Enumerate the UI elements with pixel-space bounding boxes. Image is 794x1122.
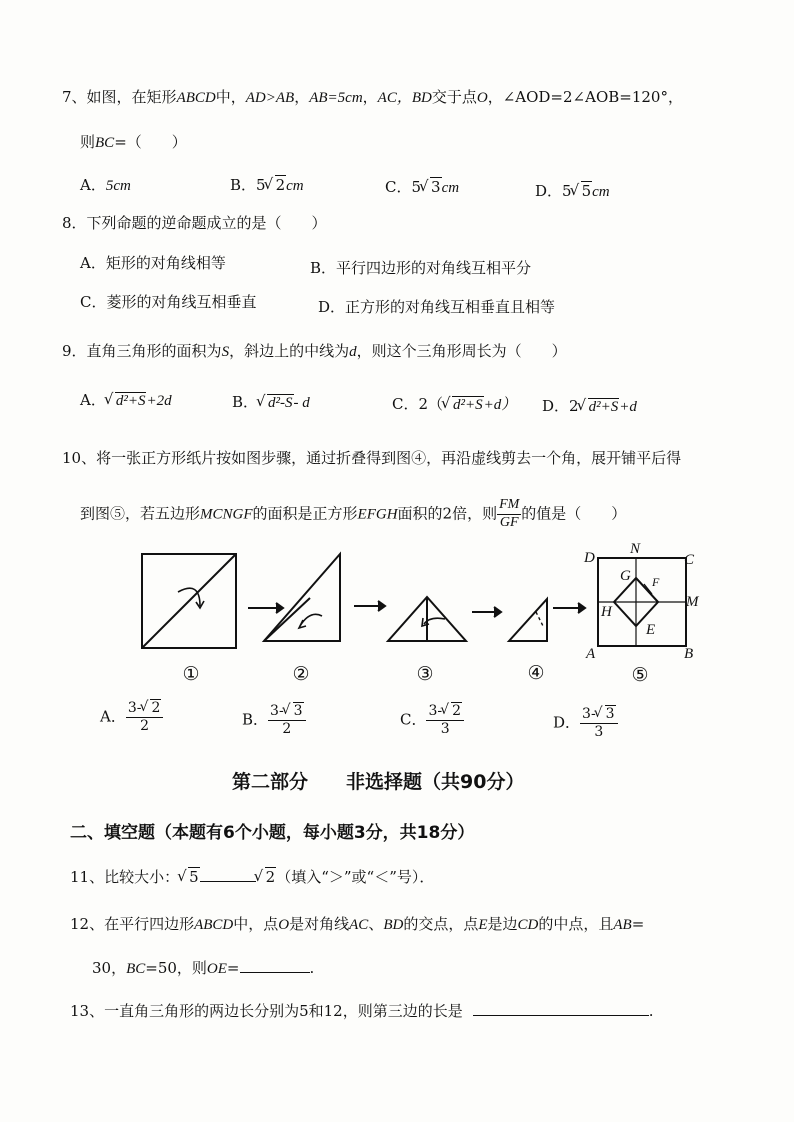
q10-line1: 10、将一张正方形纸片按如图步骤，通过折叠得到图④，再沿虚线剪去一个角，展开铺平后得 <box>62 449 682 467</box>
point-label: C <box>684 552 695 568</box>
figure-number-labels <box>182 663 648 686</box>
q11-answer-blank[interactable] <box>200 881 256 882</box>
q10-option-a: A． $\frac{3-√ 2}{2}$ <box>100 700 163 735</box>
point-label: M <box>686 594 699 610</box>
figure-label: ③ <box>416 664 434 685</box>
q7-option-a: A．5cm <box>80 176 131 194</box>
q10-line2: 到图⑤，若五边形MCNGF的面积是正方形EFGH面积的2倍，则 $\frac{FM}{GF}$ 的值是（ ） <box>80 497 627 530</box>
point-label: B <box>684 646 694 662</box>
point-label: G <box>620 568 631 584</box>
step-arrow-2 <box>354 601 385 611</box>
q10-option-b: B． $\frac{3-√ 3}{2}$ <box>242 703 306 738</box>
point-label: N <box>630 541 641 557</box>
q7-option-d: D．5√ 5cm <box>535 180 610 201</box>
q8-option-b: B．平行四边形的对角线互相平分 <box>310 259 532 277</box>
figure-label: ① <box>182 664 200 685</box>
q12-line2: 30，BC=50，则OE= . <box>92 959 315 977</box>
figure-5-unfolded <box>598 558 686 646</box>
q8-option-d: D．正方形的对角线互相垂直且相等 <box>318 298 556 316</box>
q13: 13、一直角三角形的两边长分别为5和12，则第三边的长是 . <box>70 1002 654 1020</box>
figure-3-triangle <box>388 597 466 641</box>
step-arrow-4 <box>553 603 585 613</box>
q7-line2: 则BC=（ ） <box>80 133 187 151</box>
step-arrow-1 <box>248 603 283 613</box>
point-label: H <box>601 604 612 620</box>
section-title: 二、填空题（本题有6个小题，每小题3分，共18分） <box>70 823 475 843</box>
q7-option-b: B．5√ 2cm <box>230 174 304 195</box>
step-arrow-3 <box>472 607 501 617</box>
q9-option-a: A．√ d²+S+2d <box>80 389 172 410</box>
q9-stem: 9．直角三角形的面积为S，斜边上的中线为d，则这个三角形周长为（ ） <box>62 342 567 360</box>
q8-option-c: C．菱形的对角线互相垂直 <box>80 293 257 311</box>
q10-option-c: C． $\frac{3-√ 2}{3}$ <box>400 703 464 738</box>
q12-answer-blank[interactable] <box>240 972 310 973</box>
figure-2-triangle <box>264 554 340 641</box>
point-label: E <box>646 622 656 638</box>
figure-label: ② <box>292 664 310 685</box>
q10-ratio: $\frac{FM}{GF}$ <box>499 497 520 530</box>
q8-option-a: A．矩形的对角线相等 <box>80 254 226 272</box>
point-label: F <box>652 575 660 589</box>
q9-option-b: B．√ d²-S- d <box>232 391 310 412</box>
q11: 11、比较大小：√ 5√ 2（填入“＞”或“＜”号）． <box>70 866 434 887</box>
figure-4-triangle <box>509 599 547 641</box>
point-label: A <box>586 646 596 662</box>
q12-line1: 12、在平行四边形ABCD中，点O是对角线AC、BD的交点，点E是边CD的中点，且AB= <box>70 915 645 933</box>
q10-option-d: D． $\frac{3-√ 3}{3}$ <box>553 706 618 741</box>
part2-title: 第二部分 非选择题（共90分） <box>232 771 525 793</box>
q9-option-d: D．2√ d²+S+d <box>542 395 637 416</box>
q13-answer-blank[interactable] <box>473 1015 649 1016</box>
figure-label: ⑤ <box>631 665 649 686</box>
point-label: D <box>584 550 595 566</box>
q9-option-c: C．2（√ d²+S+d） <box>392 393 516 414</box>
figure-1-square <box>142 554 236 648</box>
q8-stem: 8．下列命题的逆命题成立的是（ ） <box>62 214 327 232</box>
q7-line1: 7、如图，在矩形ABCD中，AD>AB，AB=5cm，AC，BD交于点O，∠AOD=2∠AOB=120°， <box>62 88 683 106</box>
q7-option-c: C．5√ 3cm <box>385 176 459 197</box>
figure-label: ④ <box>527 663 545 684</box>
